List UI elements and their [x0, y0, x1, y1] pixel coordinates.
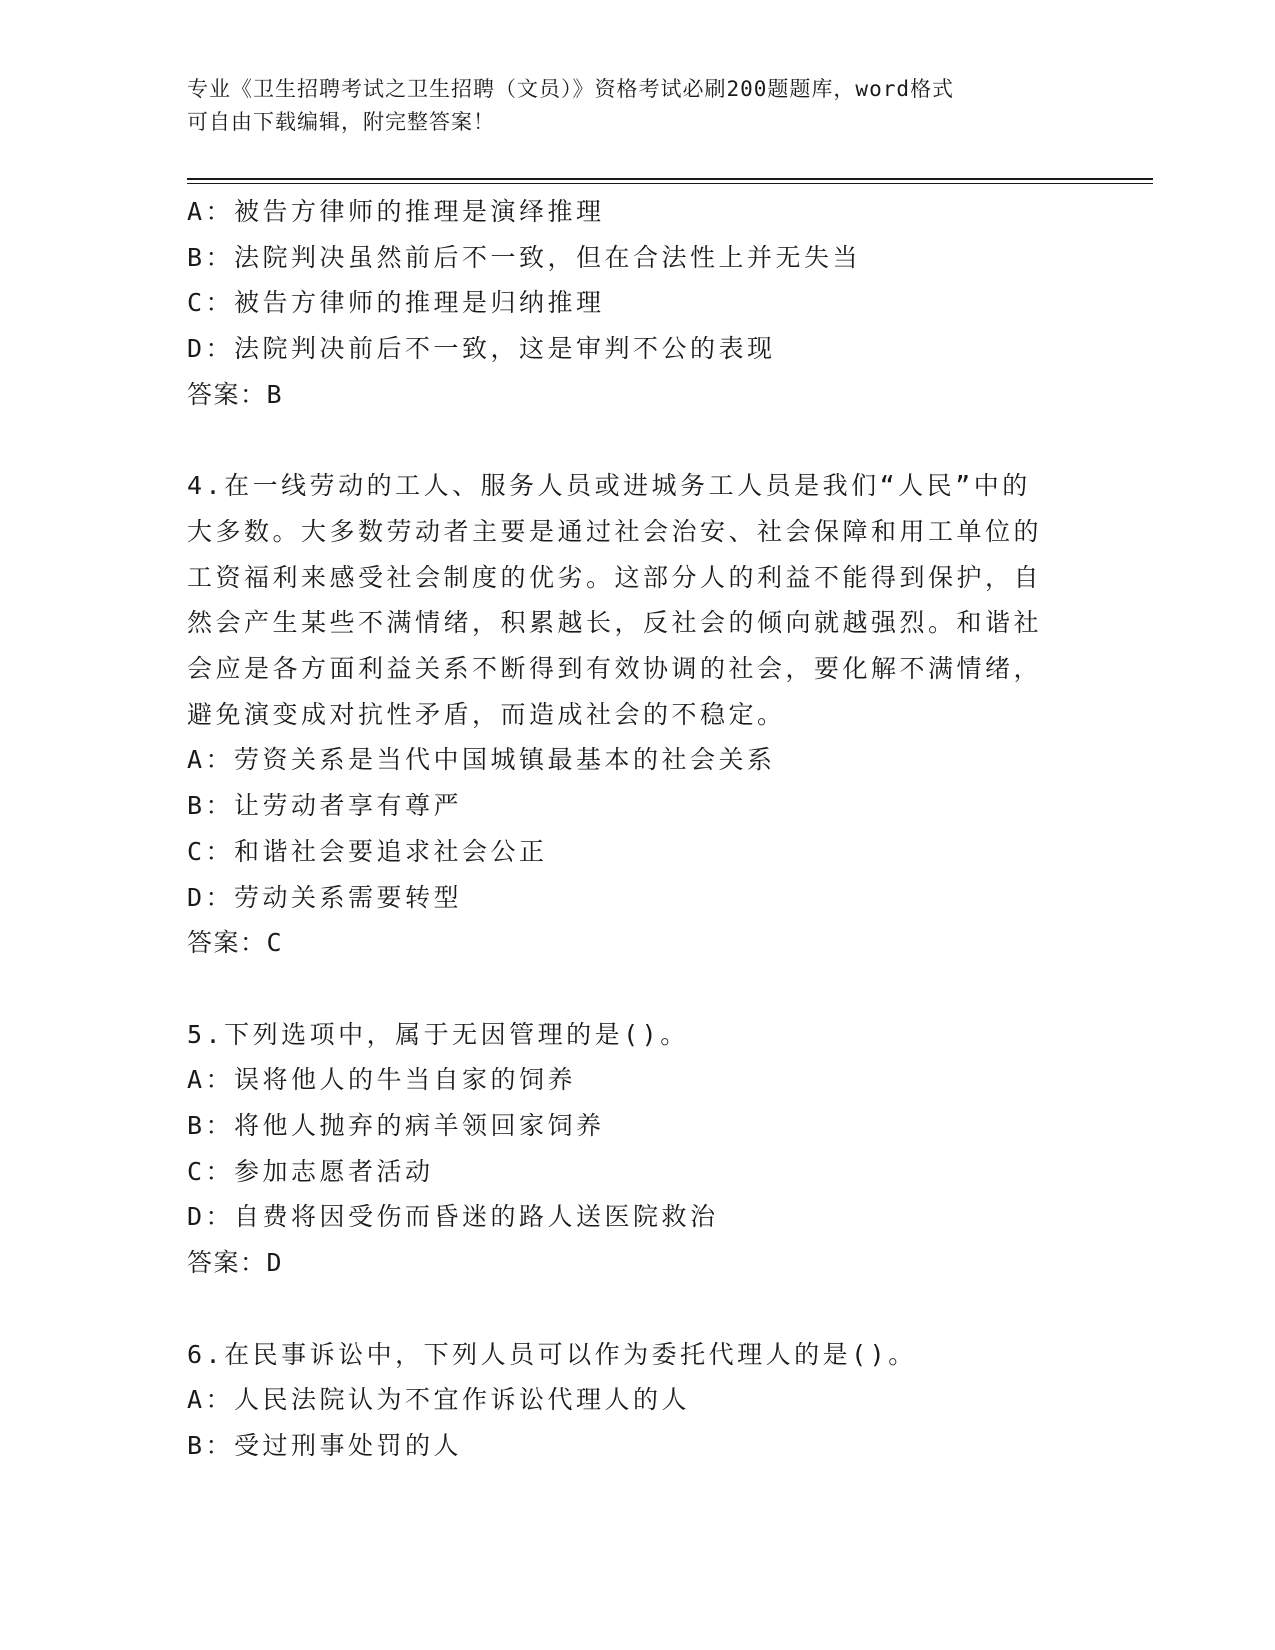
header-line-1: 专业《卫生招聘考试之卫生招聘（文员）》资格考试必刷200题题库，word格式	[187, 77, 954, 101]
option-a: A：误将他人的牛当自家的饲养	[187, 1065, 577, 1095]
question-stem-line: 6.在民事诉讼中，下列人员可以作为委托代理人的是()。	[187, 1339, 917, 1369]
option-b: B：让劳动者享有尊严	[187, 791, 463, 821]
question-stem-line: 工资福利来感受社会制度的优劣。这部分人的利益不能得到保护，自	[187, 562, 1043, 592]
option-a: A：被告方律师的推理是演绎推理	[187, 197, 605, 226]
header-line-2: 可自由下载编辑，附完整答案！	[187, 110, 495, 134]
question-3	[187, 189, 1067, 418]
answer: 答案：B	[187, 379, 284, 409]
spacer	[187, 966, 1067, 1012]
option-c: C：参加志愿者活动	[187, 1156, 434, 1186]
question-stem-line: 4.在一线劳动的工人、服务人员或进城务工人员是我们“人民”中的	[187, 471, 1031, 501]
question-4	[187, 463, 1067, 966]
header-divider-thin	[187, 183, 1153, 184]
question-6	[187, 1332, 1067, 1469]
header-divider-thick	[187, 178, 1153, 180]
option-c: C：被告方律师的推理是归纳推理	[187, 288, 605, 318]
spacer	[187, 418, 1067, 464]
question-stem-line: 会应是各方面利益关系不断得到有效协调的社会，要化解不满情绪，	[187, 654, 1043, 684]
option-b: B：将他人抛弃的病羊领回家饲养	[187, 1111, 605, 1141]
option-d: D：劳动关系需要转型	[187, 882, 463, 912]
option-d: D：自费将因受伤而昏迷的路人送医院救治	[187, 1202, 719, 1232]
question-5	[187, 1012, 1067, 1286]
question-stem-line: 大多数。大多数劳动者主要是通过社会治安、社会保障和用工单位的	[187, 516, 1043, 546]
option-b: B：法院判决虽然前后不一致，但在合法性上并无失当	[187, 242, 862, 272]
answer: 答案：D	[187, 1248, 284, 1278]
option-b: B：受过刑事处罚的人	[187, 1430, 463, 1460]
option-d: D：法院判决前后不一致，这是审判不公的表现	[187, 334, 776, 364]
option-c: C：和谐社会要追求社会公正	[187, 836, 548, 866]
spacer	[187, 1286, 1067, 1332]
question-stem-line: 避免演变成对抗性矛盾，而造成社会的不稳定。	[187, 699, 786, 729]
question-stem-line: 然会产生某些不满情绪，积累越长，反社会的倾向就越强烈。和谐社	[187, 608, 1043, 638]
document-header	[187, 73, 1067, 139]
question-body	[187, 189, 1067, 1469]
option-a: A：劳资关系是当代中国城镇最基本的社会关系	[187, 745, 776, 775]
answer: 答案：C	[187, 928, 284, 958]
option-a: A：人民法院认为不宜作诉讼代理人的人	[187, 1385, 691, 1415]
question-stem-line: 5.下列选项中，属于无因管理的是()。	[187, 1019, 689, 1049]
